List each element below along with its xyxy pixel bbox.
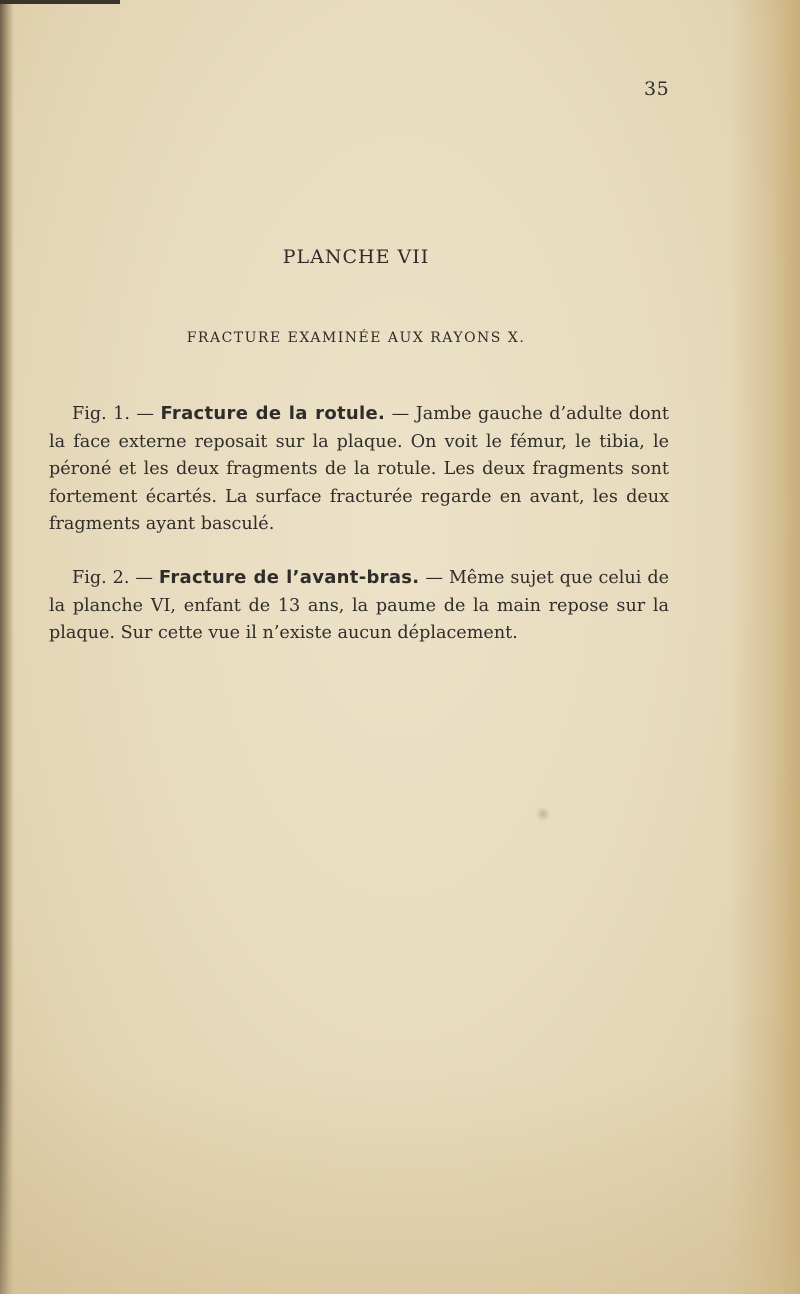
paper-stain (0, 1074, 800, 1294)
paper-spot (536, 806, 550, 822)
figure-2-text: — Même sujet que celui de la planche VI, enfant de 13 ans, la paume de la main repose sur la plaque. Sur cette vue il n’existe aucun déplacement. (49, 568, 669, 643)
figure-2-label: Fig. 2. — (72, 568, 159, 588)
figure-1-heading: Fracture de la rotule. (160, 403, 386, 424)
figure-1-text: — Jambe gauche d’adulte dont la face externe reposait sur la plaque. On voit le fémur, le tibia, le péroné et les deux fragments de la rotule. Les deux fragments sont fortement écartés. La surface fracturée regarde en avant, les deux fragments ayant basculé. (49, 404, 669, 534)
figure-1-caption (49, 400, 669, 539)
page-number: 35 (644, 78, 670, 100)
figure-2-heading: Fracture de l’avant-bras. (158, 567, 420, 588)
plate-subtitle: FRACTURE EXAMINÉE AUX RAYONS X. (186, 330, 526, 346)
figure-2-caption (49, 564, 669, 648)
plate-title: PLANCHE VII (282, 246, 430, 268)
top-edge-mark (0, 0, 120, 4)
figure-1-label: Fig. 1. — (72, 404, 161, 424)
